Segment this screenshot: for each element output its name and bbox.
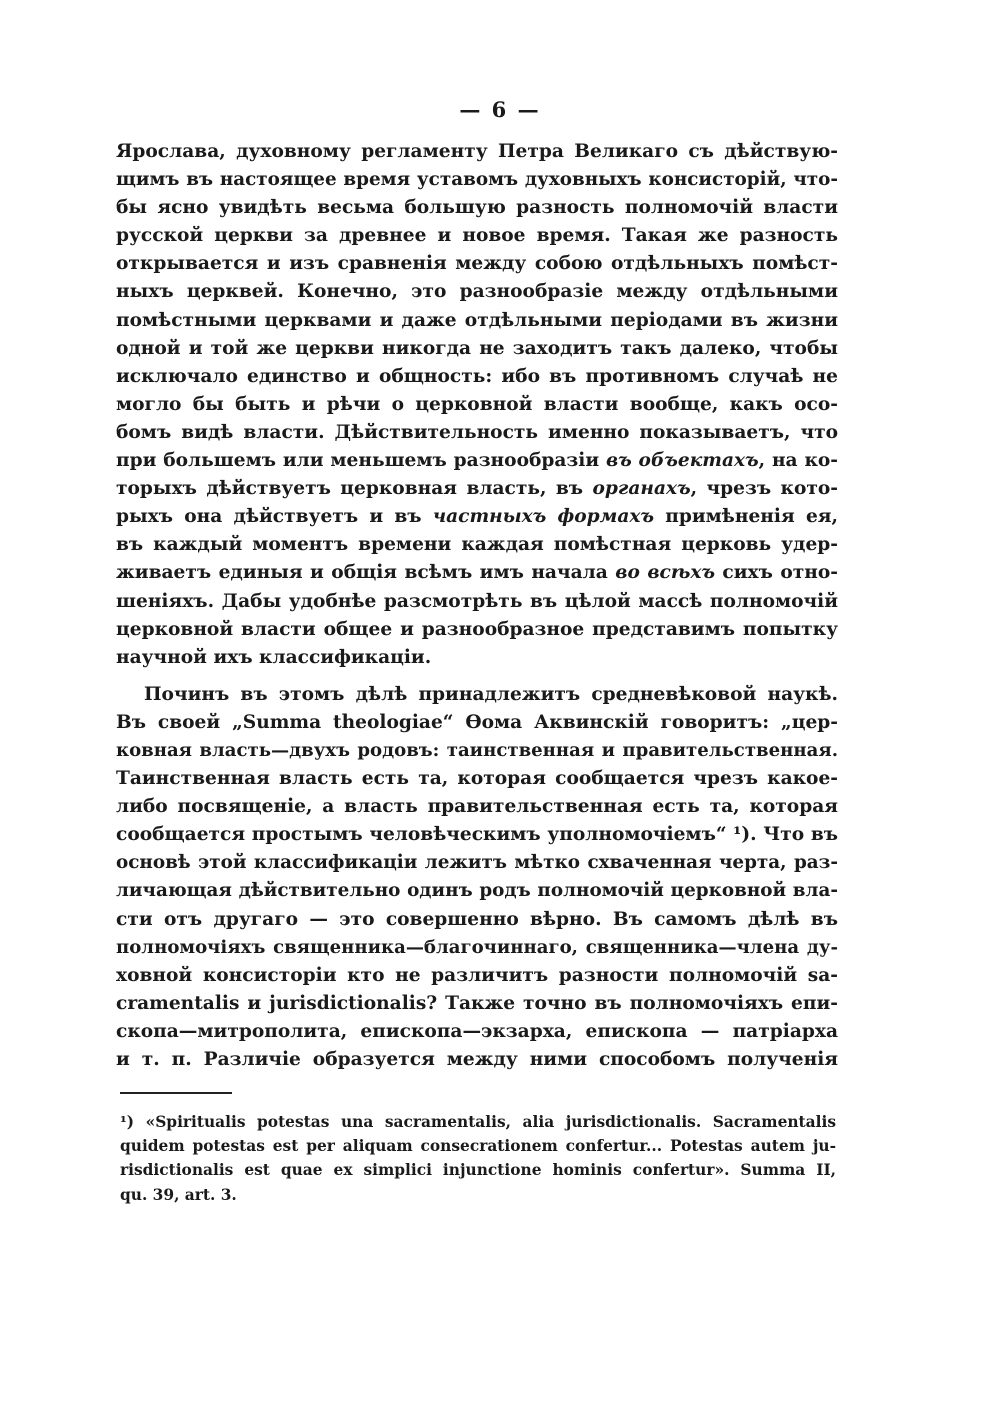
text-line: либо посвященіе, а власть правительственная есть та, которая bbox=[116, 796, 838, 818]
text-line: одной и той же церкви никогда не заходитъ такъ далеко, чтобы bbox=[116, 337, 838, 359]
text-line bbox=[116, 503, 838, 531]
text-run: торыхъ дѣйствуетъ церковная власть, въ bbox=[116, 478, 593, 500]
text-line bbox=[116, 559, 838, 587]
footnote-line: quidem potestas est per aliquam consecrationem confertur... Potestas autem ju- bbox=[120, 1137, 836, 1156]
footnote-line: ¹) «Spiritualis potestas una sacramentalis, alia jurisdictionalis. Sacramentalis bbox=[120, 1113, 836, 1131]
text-line: полномочіяхъ священника—благочиннаго, священника—члена ду- bbox=[116, 936, 838, 958]
text-line: Ярослава, духовному регламенту Петра Великаго съ дѣйствую- bbox=[116, 141, 838, 162]
text-line: сти отъ другаго — это совершенно вѣрно. Въ самомъ дѣлѣ въ bbox=[116, 908, 838, 930]
text-line: ныхъ церквей. Конечно, это разнообразіе между отдѣльными bbox=[116, 281, 838, 303]
text-line: бомъ видѣ власти. Дѣйствительность именно показываетъ, что bbox=[116, 421, 838, 443]
text-line: бы ясно увидѣть весьма большую разность полномочій власти bbox=[116, 197, 838, 219]
italic-run: органахъ bbox=[592, 478, 691, 500]
footnote-line: qu. 39, art. 3. bbox=[120, 1185, 237, 1204]
page-number: — 6 — bbox=[459, 97, 541, 122]
footnote bbox=[120, 1110, 836, 1207]
text-line bbox=[116, 475, 838, 503]
text-line: cramentalis и jurisdictionalis? Также точно въ полномочіяхъ епи- bbox=[116, 992, 838, 1014]
text-line: сообщается простымъ человѣческимъ уполномочіемъ“ ¹). Что въ bbox=[116, 824, 838, 846]
text-line: открывается и изъ сравненія между собою отдѣльныхъ помѣст- bbox=[116, 253, 838, 275]
italic-run: въ объектахъ bbox=[605, 450, 759, 472]
text-run: при большемъ или меньшемъ разнообразіи bbox=[116, 450, 606, 472]
text-line: помѣстными церквами и даже отдѣльными періодами въ жизни bbox=[116, 309, 838, 331]
italic-run: частныхъ формахъ bbox=[432, 506, 654, 528]
text-run: рыхъ она дѣйствуетъ и въ bbox=[116, 506, 433, 528]
body-text bbox=[116, 138, 838, 1074]
italic-run: во всѣхъ bbox=[615, 562, 715, 584]
text-line: и т. п. Различіе образуется между ними способомъ полученія bbox=[116, 1049, 838, 1070]
text-run: живаетъ единыя и общія всѣмъ имъ начала bbox=[116, 562, 616, 584]
text-line: Починъ въ этомъ дѣлѣ принадлежитъ средневѣковой наукѣ. bbox=[144, 683, 838, 705]
text-line: шеніяхъ. Дабы удобнѣе разсмотрѣть въ цѣлой массѣ полномочій bbox=[116, 590, 838, 612]
text-line: Таинственная власть есть та, которая сообщается чрезъ какое- bbox=[116, 768, 838, 790]
text-line: основѣ этой классификаціи лежитъ мѣтко схваченная черта, раз- bbox=[116, 852, 838, 874]
text-line: Въ своей „Summa theologiae“ Ѳома Аквинскій говоритъ: „цер- bbox=[116, 711, 838, 733]
text-line: личающая дѣйствительно одинъ родъ полномочій церковной вла- bbox=[116, 880, 838, 902]
text-run: примѣненія ея, bbox=[653, 506, 838, 528]
text-line: могло бы быть и рѣчи о церковной власти вообще, какъ осо- bbox=[116, 393, 838, 415]
text-line bbox=[116, 447, 838, 475]
text-line: ковная власть—двухъ родовъ: таинственная и правительственная. bbox=[116, 739, 838, 761]
text-line: исключало единство и общность: ибо въ противномъ случаѣ не bbox=[116, 365, 838, 387]
text-run: сихъ отно- bbox=[714, 562, 839, 584]
footnote-separator bbox=[120, 1092, 232, 1094]
text-line: скопа—митрополита, епископа—экзарха, епископа — патріарха bbox=[116, 1020, 838, 1042]
footnote-line: risdictionalis est quae ex simplici injunctione hominis confertur». Summa II, bbox=[120, 1161, 836, 1180]
text-run: , чрезъ кото- bbox=[690, 478, 838, 500]
text-line: церковной власти общее и разнообразное представимъ попытку bbox=[116, 618, 838, 640]
text-line: щимъ въ настоящее время уставомъ духовныхъ консисторій, что- bbox=[116, 169, 838, 191]
text-run: , на ко- bbox=[758, 450, 838, 472]
text-line: научной ихъ классификаціи. bbox=[116, 646, 432, 668]
text-line: ховной консисторіи кто не различитъ разности полномочій sa- bbox=[116, 964, 838, 986]
text-line: въ каждый моментъ времени каждая помѣстная церковь удер- bbox=[116, 534, 838, 556]
text-line: русской церкви за древнее и новое время. Такая же разность bbox=[116, 225, 838, 247]
